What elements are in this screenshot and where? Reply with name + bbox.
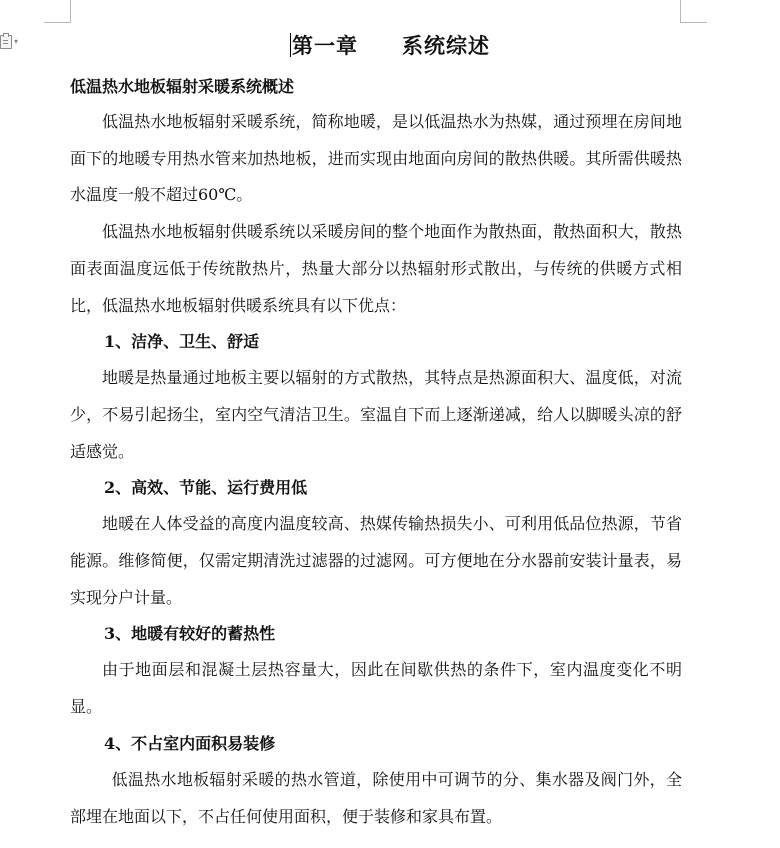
text-cursor <box>290 33 291 57</box>
intro-paragraph-1: 低温热水地板辐射采暖系统，简称地暖，是以低温热水为热媒，通过预埋在房间地面下的地暖专用热水管来加热地板，进而实现由地面向房间的散热供暖。其所需供暖热水温度一般不超过60℃。 <box>70 112 682 205</box>
advantage-heading-1: 1、洁净、卫生、舒适 <box>104 332 260 352</box>
advantage-paragraph-4: 低温热水地板辐射采暖的热水管道，除使用中可调节的分、集水器及阀门外，全部埋在地面以下，不占任何使用面积，便于装修和家具布置。 <box>70 769 682 826</box>
chapter-title[interactable] <box>0 30 780 60</box>
advantage-heading-4: 4、不占室内面积易装修 <box>104 733 276 753</box>
chevron-down-icon: ▾ <box>14 37 19 46</box>
advantage-paragraph-1: 地暖是热量通过地板主要以辐射的方式散热，其特点是热源面积大、温度低，对流少，不易引起扬尘，室内空气清洁卫生。室温自下而上逐渐递减，给人以脚暖头凉的舒适感觉。 <box>70 368 682 461</box>
crop-mark-top-right <box>680 0 707 23</box>
advantage-heading-2: 2、高效、节能、运行费用低 <box>104 478 308 498</box>
intro-paragraph-2: 低温热水地板辐射供暖系统以采暖房间的整个地面作为散热面，散热面积大，散热面表面温度远低于传统散热片，热量大部分以热辐射形式散出，与传统的供暖方式相比，低温热水地板辐射供暖系统具有以下优点： <box>70 222 682 315</box>
chapter-title-text: 第一章 系统综述 <box>292 33 490 58</box>
advantage-heading-3: 3、地暖有较好的蓄热性 <box>104 624 276 644</box>
crop-mark-top-left <box>44 0 71 23</box>
document-body[interactable] <box>70 70 682 835</box>
section-heading: 低温热水地板辐射采暖系统概述 <box>70 77 295 96</box>
advantage-paragraph-2: 地暖在人体受益的高度内温度较高、热媒传输热损失小、可利用低品位热源，节省能源。维修简便，仅需定期清洗过滤器的过滤网。可方便地在分水器前安装计量表，易实现分户计量。 <box>70 514 682 607</box>
advantage-paragraph-3: 由于地面层和混凝土层热容量大，因此在间歇供热的条件下，室内温度变化不明显。 <box>70 660 682 717</box>
